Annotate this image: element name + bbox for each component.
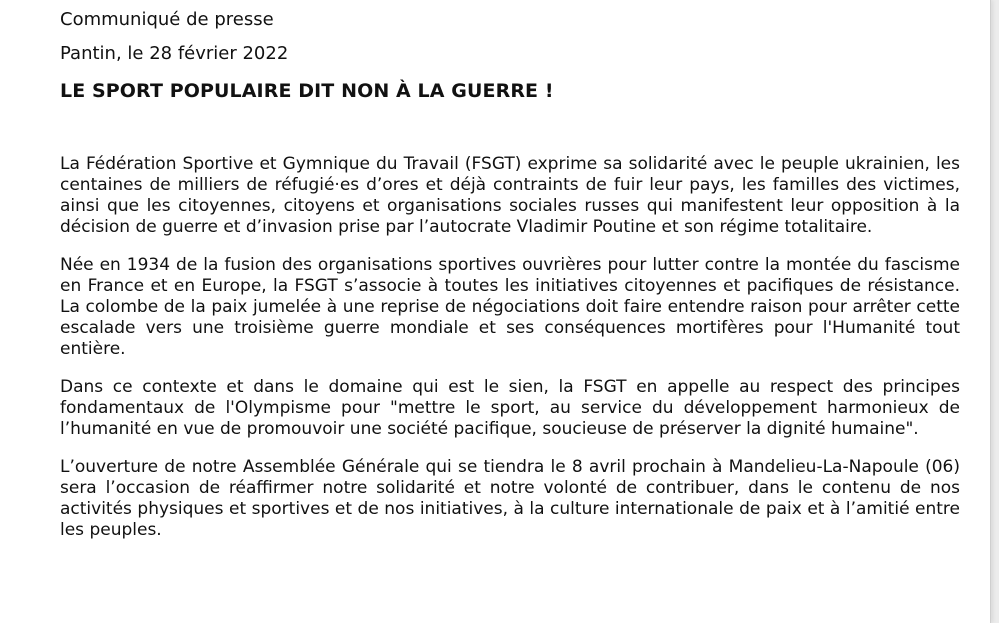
press-release-label: Communiqué de presse (60, 9, 274, 30)
paragraph-assembly: L’ouverture de notre Assemblée Générale qui se tiendra le 8 avril prochain à Mandelieu-La-Napoule (06) sera l’occasion de réaffirmer notre solidarité et notre volonté de contribuer, dans le contenu de nos activités physiques et sportives et de nos initiatives, à la culture internationale de paix et à l’amitié entre les peuples. (60, 457, 960, 540)
document-title: LE SPORT POPULAIRE DIT NON À LA GUERRE ! (60, 80, 554, 102)
paragraph-olympism: Dans ce contexte et dans le domaine qui est le sien, la FSGT en appelle au respect des principes fondamentaux de l'Olympisme pour "mettre le sport, au service du développement harmonieux de l’humanité en vue de promouvoir une société pacifique, soucieuse de préserver la dignité humaine". (60, 377, 960, 439)
document-content (60, 7, 960, 558)
date-line: Pantin, le 28 février 2022 (60, 43, 289, 64)
paragraph-history: Née en 1934 de la fusion des organisations sportives ouvrières pour lutter contre la montée du fascisme en France et en Europe, la FSGT s’associe à toutes les initiatives citoyennes et pacifiques de résistance. La colombe de la paix jumelée à une reprise de négociations doit faire entendre raison pour arrêter cette escalade vers une troisième guerre mondiale et ses conséquences mortifères pour l'Humanité tout entière. (60, 255, 960, 359)
paragraph-solidarity: La Fédération Sportive et Gymnique du Travail (FSGT) exprime sa solidarité avec le peuple ukrainien, les centaines de milliers de réfugié·es d’ores et déjà contraints de fuir leur pays, les familles des victimes, ainsi que les citoyennes, citoyens et organisations sociales russes qui manifestent leur opposition à la décision de guerre et d’invasion prise par l’autocrate Vladimir Poutine et son régime totalitaire. (60, 154, 960, 237)
